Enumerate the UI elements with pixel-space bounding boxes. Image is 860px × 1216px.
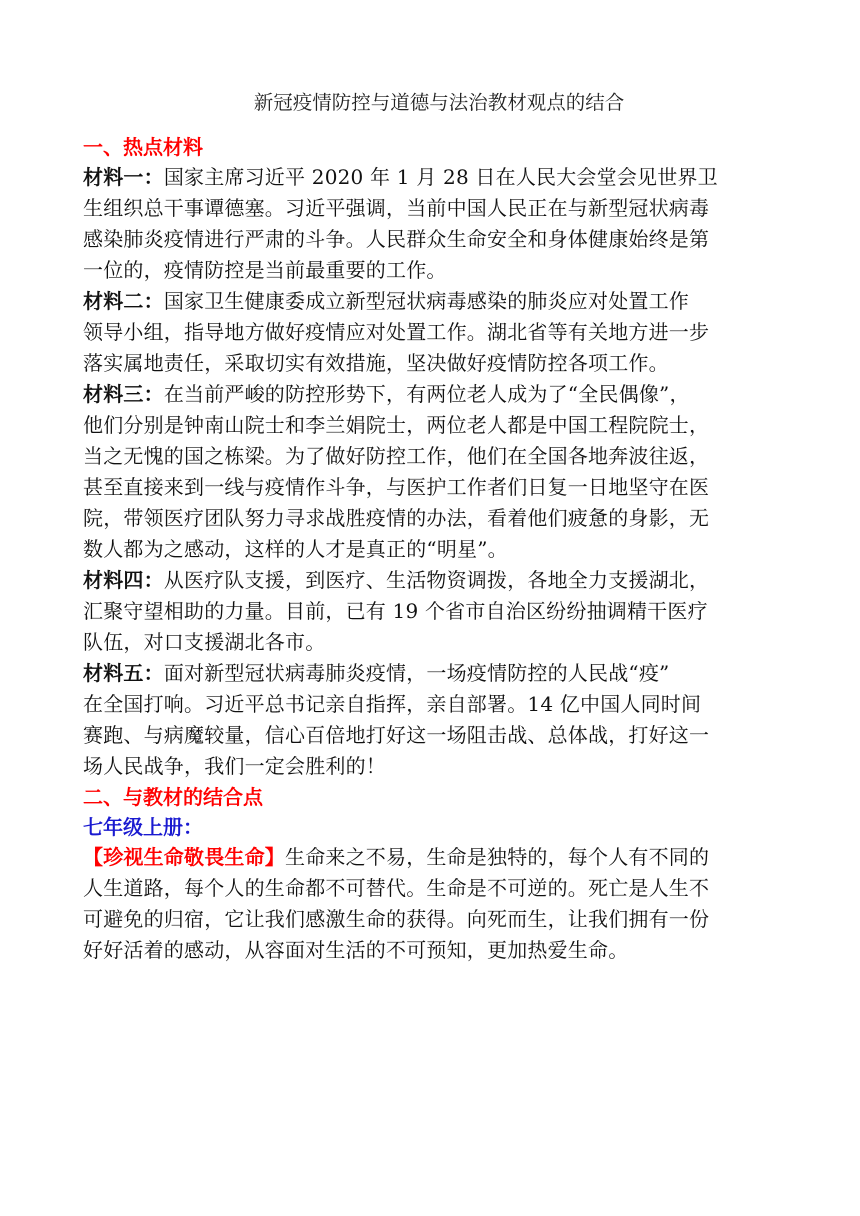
section-heading-hot-materials: 一、热点材料 <box>83 135 203 159</box>
material-label: 材料二： <box>83 289 164 313</box>
material-text: 面对新型冠状病毒肺炎疫情，一场疫情防控的人民战“疫” <box>163 661 670 685</box>
material-text: 赛跑、与病魔较量，信心百倍地打好这一场阻击战、总体战，打好这一 <box>83 723 710 747</box>
material-text: 汇聚守望相助的力量。目前，已有 19 个省市自治区纷纷抽调精干医疗 <box>83 599 708 623</box>
material-3 <box>83 379 783 565</box>
material-text: 在当前严峻的防控形势下，有两位老人成为了“全民偶像”， <box>163 382 690 406</box>
material-4 <box>83 565 783 658</box>
material-label: 材料四： <box>83 568 164 592</box>
document-page <box>83 88 783 966</box>
material-text: 他们分别是钟南山院士和李兰娟院士，两位老人都是中国工程院院士， <box>83 413 710 437</box>
document-title: 新冠疫情防控与道德与法治教材观点的结合 <box>253 91 625 114</box>
grade-heading: 七年级上册： <box>83 815 203 839</box>
material-text: 数人都为之感动，这样的人才是真正的“明星”。 <box>83 537 508 561</box>
material-text: 甚至直接来到一线与疫情作斗争，与医护工作者们日复一日地坚守在医 <box>83 475 710 499</box>
point-label: 【珍视生命敬畏生命】 <box>83 845 285 869</box>
material-label: 材料一： <box>83 165 164 189</box>
material-label: 材料三： <box>83 382 164 406</box>
material-text: 感染肺炎疫情进行严肃的斗争。人民群众生命安全和身体健康始终是第 <box>83 227 710 251</box>
material-text: 领导小组，指导地方做好疫情应对处置工作。湖北省等有关地方进一步 <box>83 320 710 344</box>
material-text: 一位的，疫情防控是当前最重要的工作。 <box>83 258 447 282</box>
material-text: 国家主席习近平 2020 年 1 月 28 日在人民大会堂会见世界卫 <box>163 165 718 189</box>
material-2 <box>83 286 783 379</box>
material-text: 在全国打响。习近平总书记亲自指挥，亲自部署。14 亿中国人同时间 <box>83 692 702 716</box>
material-5 <box>83 658 783 782</box>
textbook-point-1 <box>83 842 783 966</box>
material-text: 院，带领医疗团队努力寻求战胜疫情的办法，看着他们疲惫的身影，无 <box>83 506 710 530</box>
material-text: 国家卫生健康委成立新型冠状病毒感染的肺炎应对处置工作 <box>163 289 690 313</box>
material-1 <box>83 162 783 286</box>
material-text: 落实属地责任，采取切实有效措施，坚决做好疫情防控各项工作。 <box>83 351 669 375</box>
point-text: 好好活着的感动，从容面对生活的不可预知，更加热爱生命。 <box>83 938 629 962</box>
material-text: 从医疗队支援，到医疗、生活物资调拨，各地全力支援湖北， <box>163 568 710 592</box>
point-text: 人生道路，每个人的生命都不可替代。生命是不可逆的。死亡是人生不 <box>83 876 710 900</box>
point-text: 生命来之不易，生命是独特的，每个人有不同的 <box>285 845 710 869</box>
material-text: 队伍，对口支援湖北各市。 <box>83 630 326 654</box>
point-text: 可避免的归宿，它让我们感激生命的获得。向死而生，让我们拥有一份 <box>83 907 710 931</box>
material-label: 材料五： <box>83 661 164 685</box>
material-text: 场人民战争，我们一定会胜利的！ <box>83 754 386 778</box>
material-text: 当之无愧的国之栋梁。为了做好防控工作，他们在全国各地奔波往返， <box>83 444 710 468</box>
section-heading-textbook-links: 二、与教材的结合点 <box>83 785 263 809</box>
material-text: 生组织总干事谭德塞。习近平强调，当前中国人民正在与新型冠状病毒 <box>83 196 710 220</box>
